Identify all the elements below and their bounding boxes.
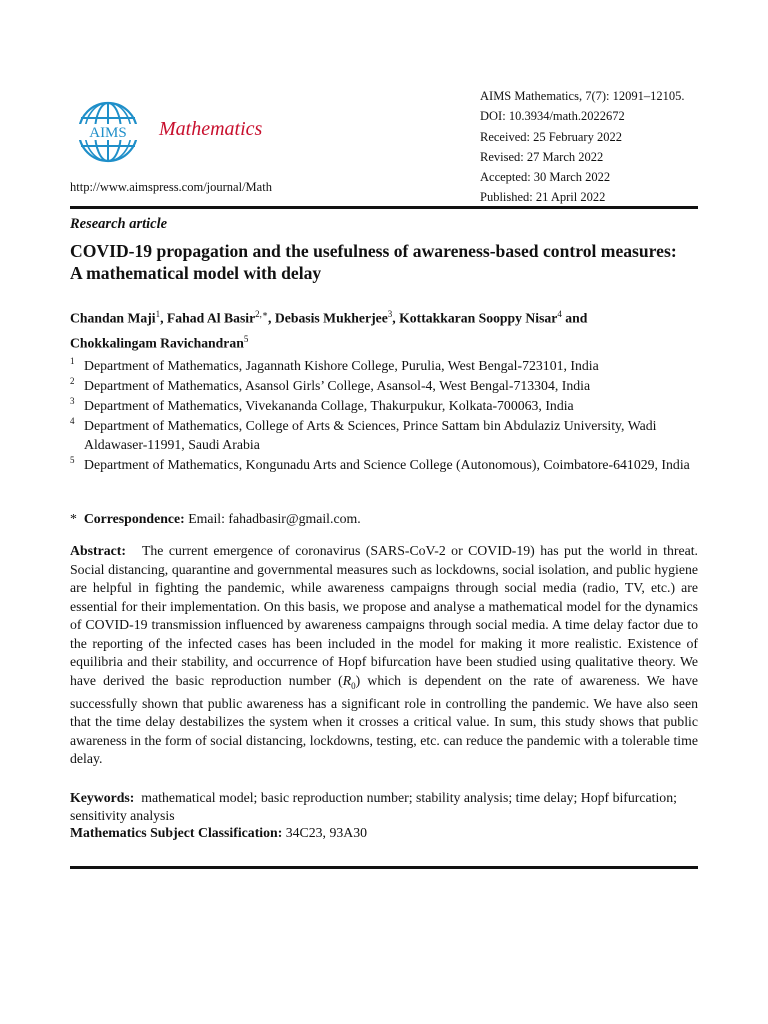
keywords-block xyxy=(70,789,698,842)
author-separator: , xyxy=(268,310,275,326)
correspondence xyxy=(70,511,361,527)
correspondence-mark: * xyxy=(70,511,77,526)
keywords-label: Keywords: xyxy=(70,790,135,805)
keywords-line xyxy=(70,789,698,824)
globe-icon xyxy=(72,96,144,168)
msc-label: Mathematics Subject Classification: xyxy=(70,825,283,840)
affiliation-list xyxy=(70,356,698,475)
correspondence-email[interactable]: Email: fahadbasir@gmail.com. xyxy=(188,511,361,526)
correspondence-label: Correspondence: xyxy=(83,511,185,526)
author-separator: , xyxy=(392,310,400,326)
abstract-text-part1: The current emergence of coronavirus (SARS-CoV-2 or COVID-19) has put the world in threat. Social distancing, quarantine and governmental measures such as lockdowns, social isolation, and public hygiene are helpful in fighting the pandemic, while awareness campaigns through social media (radio, TV, etc.) are essential for their implementation. On this basis, we propose and analyse a mathematical model for the dynamics of COVID-19 transmission influenced by awareness campaigns through social media. A time delay factor due to the reporting of the infected cases has been included in the model for making it more realistic. Existence of equilibria and their stability, and occurrence of Hopf bifurcation have been studied using qualitative theory. We have derived the basic reproduction number ( xyxy=(70,543,698,688)
abstract-text-part2: ) which is dependent on the rate of awareness. We have successfully shown that public awareness has a significant role in controlling the pandemic. We have also seen that the time delay destabilizes the system when it crosses a critical value. In sum, this study shows that public awareness in the form of social distancing, lockdowns, testing, etc. can reduce the pandemic with a tolerable time delay. xyxy=(70,672,699,767)
author-name: Chokkalingam Ravichandran xyxy=(70,335,244,351)
affiliation-number: 4 xyxy=(70,416,75,426)
affiliation-text: Department of Mathematics, Asansol Girls’ College, Asansol-4, West Bengal-713304, India xyxy=(84,378,591,393)
meta-citation: AIMS Mathematics, 7(7): 12091–12105. xyxy=(480,89,685,103)
abstract-symbol-r: R xyxy=(342,672,352,688)
affiliation-item xyxy=(70,356,698,375)
affiliation-number: 2 xyxy=(70,376,75,386)
author-affil-mark: 1 xyxy=(155,309,161,319)
affiliation-item xyxy=(70,396,698,415)
affiliation-number: 5 xyxy=(70,455,75,465)
author-name: Fahad Al Basir xyxy=(166,310,256,326)
author-name: Debasis Mukherjee xyxy=(274,310,388,326)
meta-received: Received: 25 February 2022 xyxy=(480,129,622,144)
author-affil-mark: 3 xyxy=(387,309,393,319)
affiliation-item xyxy=(70,376,698,395)
journal-name: Mathematics xyxy=(159,118,263,140)
journal-url[interactable]: http://www.aimspress.com/journal/Math xyxy=(70,180,272,194)
meta-published: Published: 21 April 2022 xyxy=(480,190,606,205)
author-list xyxy=(70,304,698,353)
msc-text: 34C23, 93A30 xyxy=(285,825,368,840)
abstract-symbol-r-sub: 0 xyxy=(351,680,356,691)
article-type: Research article xyxy=(70,216,168,232)
abstract-label: Abstract: xyxy=(70,543,126,558)
header-rule xyxy=(70,206,698,209)
meta-revised: Revised: 27 March 2022 xyxy=(480,149,604,164)
publication-meta xyxy=(480,86,685,208)
affiliation-text: Department of Mathematics, College of Arts & Sciences, Prince Sattam bin Abdulaziz University, Wadi Aldawaser-11991, Saudi Arabia xyxy=(84,418,657,452)
affiliation-text: Department of Mathematics, Vivekananda Collage, Thakurpukur, Kolkata-700063, India xyxy=(84,398,574,413)
paper-title: COVID-19 propagation and the usefulness of awareness-based control measures: A mathematical model with delay xyxy=(70,241,677,283)
author-affil-mark: 5 xyxy=(243,333,249,344)
affiliation-text: Department of Mathematics, Jagannath Kishore College, Purulia, West Bengal-723101, India xyxy=(84,358,599,373)
author-name: Chandan Maji xyxy=(70,310,156,326)
affiliation-item xyxy=(70,455,698,474)
abstract xyxy=(70,542,698,769)
affiliation-text: Department of Mathematics, Kongunadu Arts and Science College (Autonomous), Coimbatore-641029, India xyxy=(84,457,690,472)
keywords-text: mathematical model; basic reproduction number; stability analysis; time delay; Hopf bifurcation; sensitivity analysis xyxy=(70,790,677,823)
author-separator: , xyxy=(160,310,167,326)
logo-text: AIMS xyxy=(89,125,127,141)
msc-line xyxy=(70,824,698,842)
affiliation-item xyxy=(70,416,698,454)
author-affil-mark: 4 xyxy=(557,309,562,319)
aims-logo xyxy=(72,96,144,168)
author-affil-mark: 2,∗ xyxy=(255,309,269,319)
meta-accepted: Accepted: 30 March 2022 xyxy=(480,170,611,185)
affiliation-number: 1 xyxy=(70,356,75,366)
affiliation-number: 3 xyxy=(70,396,75,406)
footer-rule xyxy=(70,866,698,869)
meta-doi[interactable]: DOI: 10.3934/math.2022672 xyxy=(480,109,625,124)
author-separator: and xyxy=(561,310,588,326)
author-name: Kottakkaran Sooppy Nisar xyxy=(399,310,558,326)
